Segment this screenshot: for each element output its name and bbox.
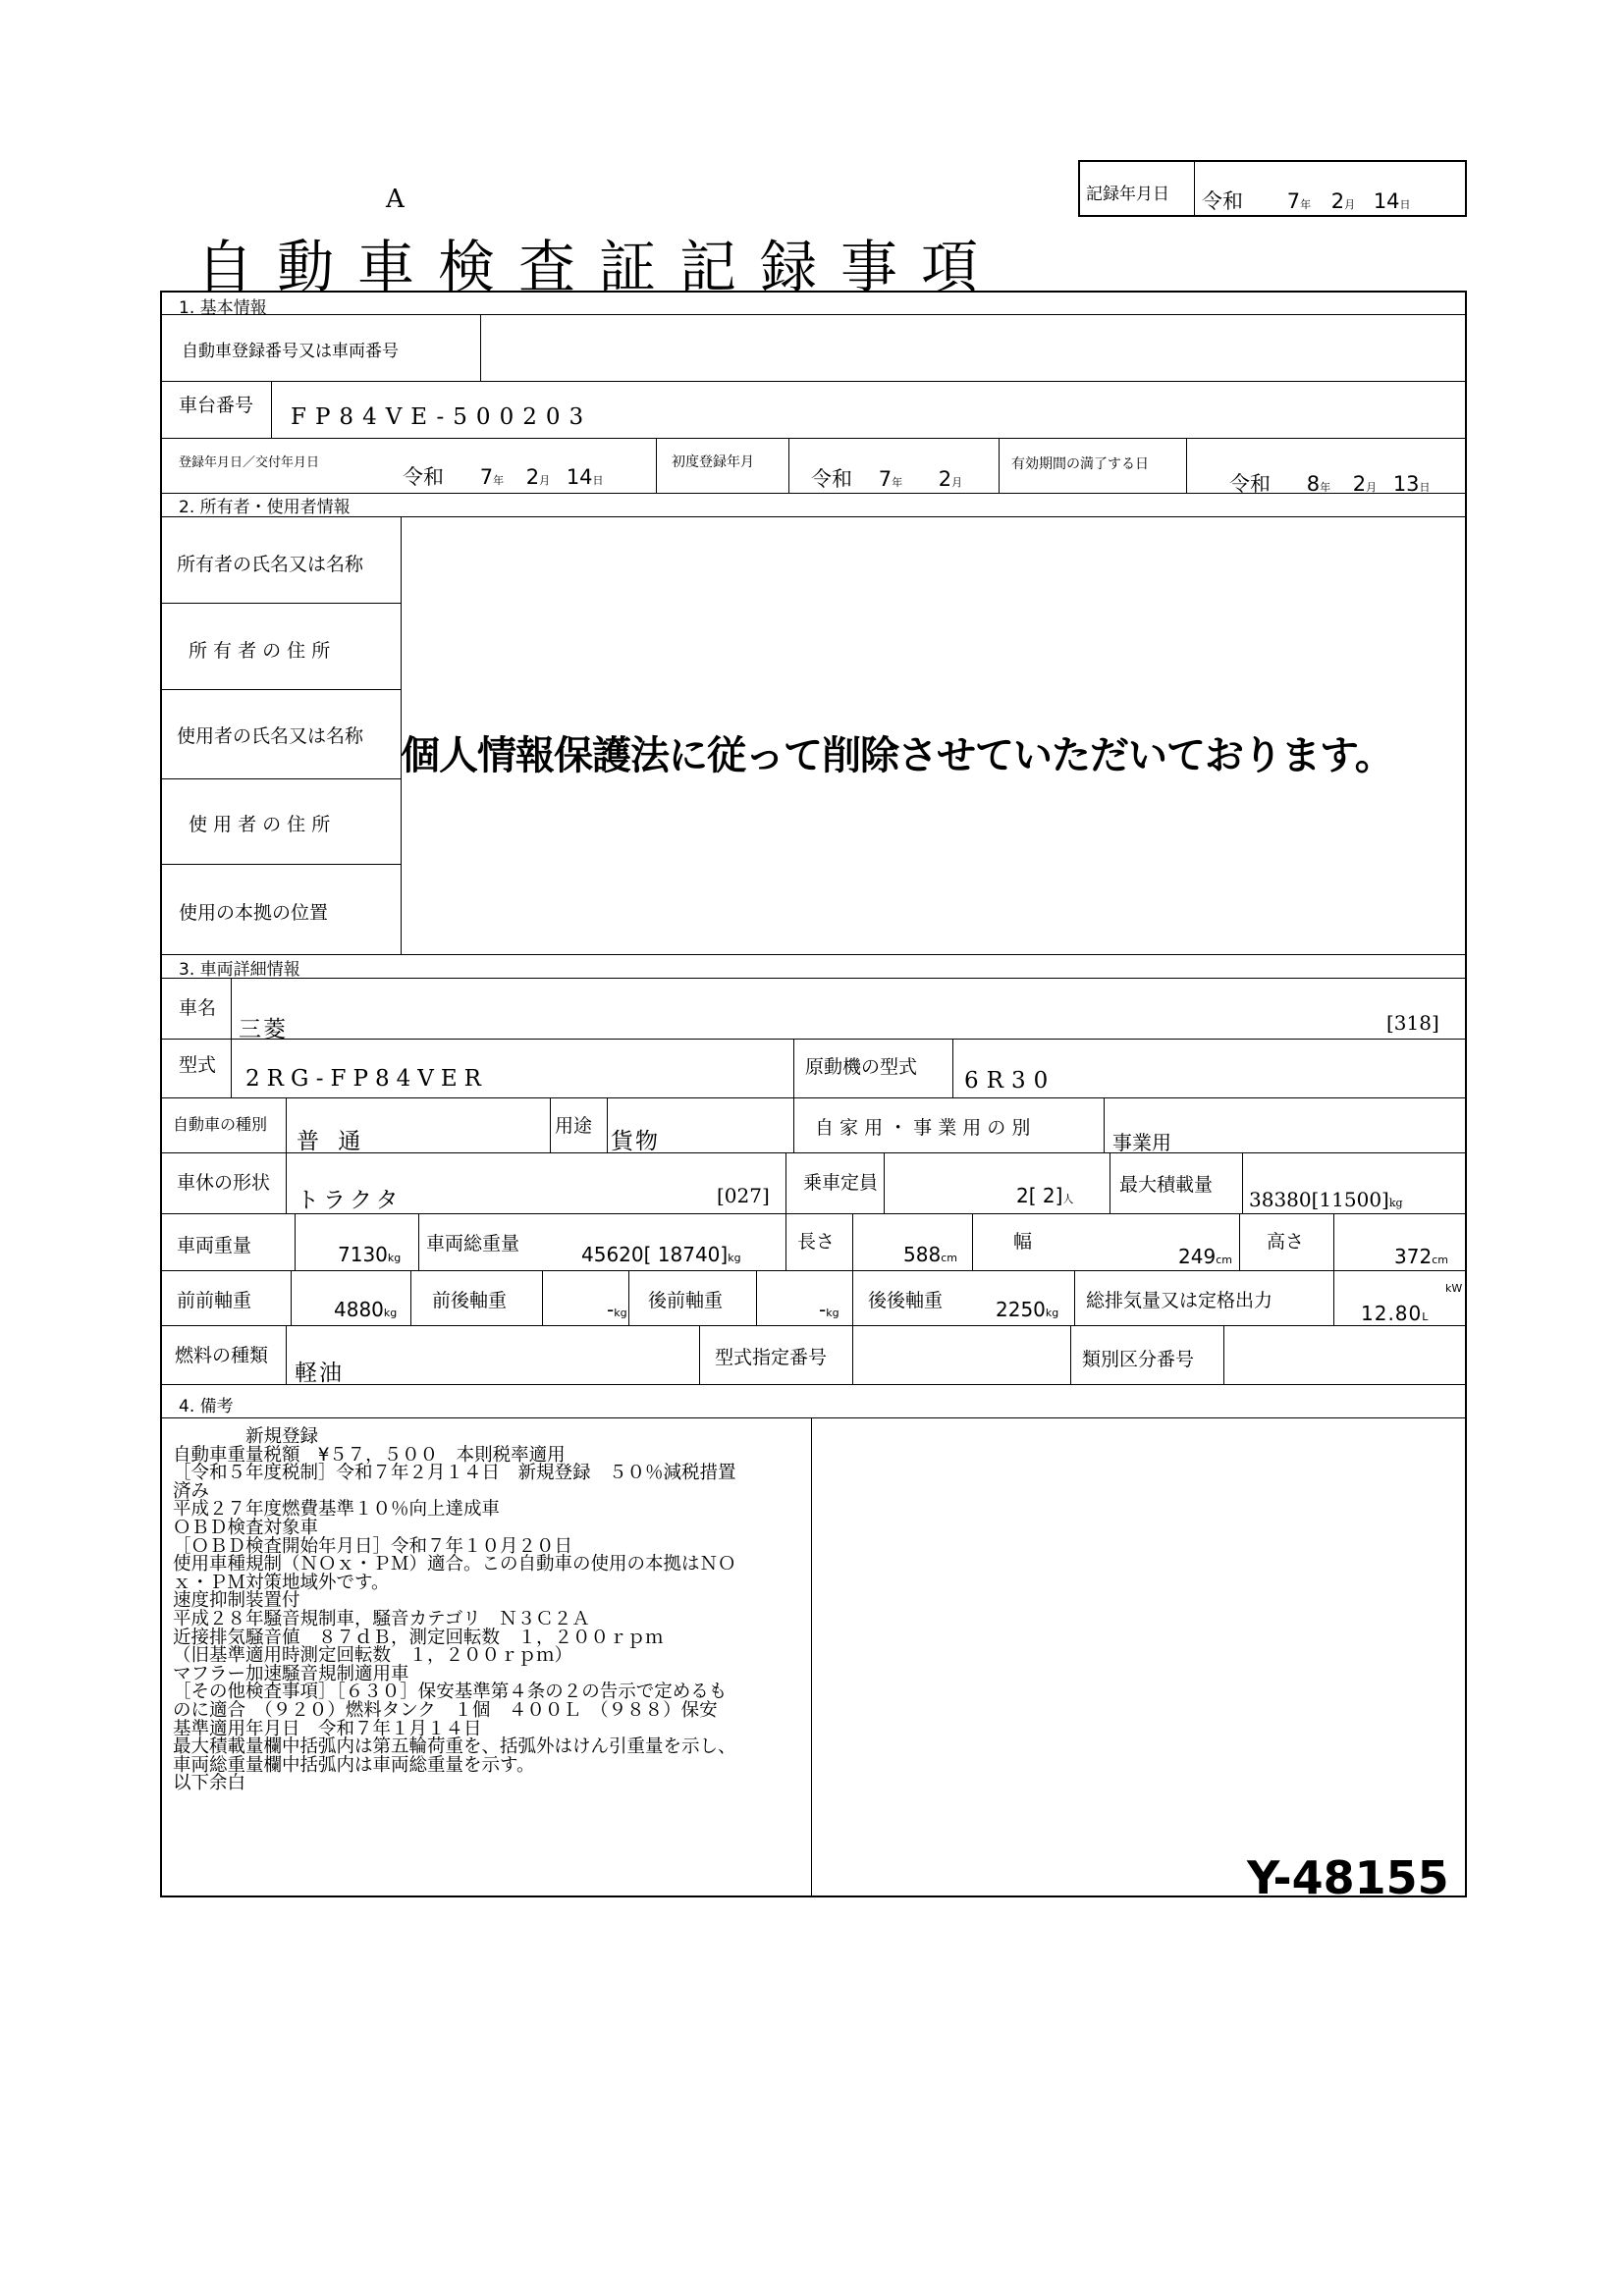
section3-heading: 3. 車両詳細情報 [179,960,300,980]
body-code: [027] [717,1184,770,1207]
user-address-label: 使 用 者 の 住 所 [189,814,331,835]
rr-axle-value: 2250kg [996,1298,1059,1321]
displacement-value: 12.80L [1361,1302,1429,1325]
width-value: 249cm [1178,1245,1232,1268]
kind-value: 普 通 [297,1129,367,1154]
record-date-label: 記録年月日 [1086,185,1169,204]
category-label: 類別区分番号 [1082,1349,1195,1370]
max-load-value: 38380[11500]kg [1249,1188,1403,1211]
make-value: 三菱 [239,1017,288,1042]
ff-axle-value: 4880kg [334,1298,398,1321]
section2-heading: 2. 所有者・使用者情報 [179,498,351,517]
rf-axle-label: 後前軸重 [648,1290,724,1311]
reg-date-label: 登録年月日／交付年月日 [179,455,320,470]
use-value: 貨物 [611,1129,660,1154]
fr-axle-label: 前後軸重 [432,1290,508,1311]
section4-heading: 4. 備考 [179,1397,234,1416]
user-name-label: 使用者の氏名又は名称 [177,725,364,747]
capacity-label: 乗車定員 [803,1172,879,1194]
private-business-value: 事業用 [1112,1131,1171,1154]
chassis-label: 車台番号 [179,395,254,416]
chassis-value: FP84VE-500203 [291,404,593,430]
page-mark: A [386,185,405,214]
capacity-value: 2[ 2]人 [1016,1184,1074,1207]
first-reg-value: 令和 7年 2月 [811,467,963,491]
weight-label: 車両重量 [177,1235,252,1256]
body-value: トラクタ [297,1188,403,1213]
body-label: 車休の形状 [177,1172,271,1194]
height-label: 高さ [1267,1231,1305,1253]
private-business-label: 自 家 用 ・ 事 業 用 の 別 [815,1117,1031,1139]
remarks-text: 新規登録 自動車重量税額 ¥５７，５００ 本則税率適用 ［令和５年度税制］令和７年２月１４日 新規登録 ５０％減税措置 済み 平成２７年度燃費基準１０％向上達成車 ＯＢＤ検査対象車 ［ＯＢＤ検査開始年月日］令和７年１０月２０日 使用車種規制（ＮＯｘ・ＰＭ）適合。この自動車の使用の本拠はＮＯ ｘ・ＰＭ対策地域外です。 速度抑制装置付 平成２８年騒音規制車，騒音カテゴリ Ｎ３Ｃ２Ａ 近接排気騒音値 ８７ｄＢ，測定回転数 １，２００ｒｐｍ （旧基準適用時測定回転数 １，２００ｒｐｍ） マフラー加速騒音規制適用車 ［その他検査事項］［６３０］保安基準第４条の２の告示で定めるも のに適合 （９２０）燃料タンク １個 ４００Ｌ （９８８）保安 基準適用年月日 令和７年１月１４日 最大積載量欄中括弧内は第五輪荷重を、括弧外はけん引重量を示し、 車両総重量欄中括弧内は車両総重量を示す。 以下余白 [173,1426,736,1794]
owner-name-label: 所有者の氏名又は名称 [177,554,364,575]
reg-no-label: 自動車登録番号又は車両番号 [182,342,399,361]
max-load-label: 最大積載量 [1119,1174,1214,1196]
height-value: 372cm [1394,1245,1448,1268]
fr-axle-value: -kg [607,1298,627,1321]
model-value: 2RG-FP84VER [245,1066,488,1092]
use-label: 用途 [555,1115,593,1137]
document-id: Y-48155 [1247,1851,1449,1904]
expiry-label: 有効期間の満了する日 [1011,456,1149,472]
model-label: 型式 [179,1054,217,1076]
expiry-value: 令和 8年 2月 13日 [1229,472,1431,496]
gross-value: 45620[ 18740]kg [581,1243,741,1266]
rr-axle-label: 後後軸重 [868,1290,944,1311]
weight-value: 7130kg [338,1243,402,1266]
fuel-label: 燃料の種類 [175,1345,269,1366]
record-date-box [1078,160,1467,217]
privacy-notice: 個人情報保護法に従って削除させていただいております。 [401,733,1393,778]
page-title: 自動車検査証記録事項 [196,234,1002,300]
ff-axle-label: 前前軸重 [177,1290,252,1311]
gross-label: 車両総重量 [426,1233,520,1255]
engine-value: 6R30 [964,1068,1056,1094]
section1-heading: 1. 基本情報 [179,298,267,318]
displacement-unit-kw: kW [1445,1282,1463,1295]
length-value: 588cm [903,1243,957,1266]
record-date-value: 令和 7年 2月 14日 [1202,189,1411,213]
owner-address-label: 所 有 者 の 住 所 [189,640,331,662]
make-label: 車名 [179,997,217,1019]
base-location-label: 使用の本拠の位置 [179,902,329,924]
kind-label: 自動車の種別 [173,1115,268,1134]
first-reg-label: 初度登録年月 [672,454,754,470]
displacement-label: 総排気量又は定格出力 [1086,1290,1273,1311]
width-label: 幅 [1013,1231,1033,1253]
make-code: [318] [1386,1011,1439,1035]
rf-axle-value: -kg [819,1298,839,1321]
reg-date-value: 令和 7年 2月 14日 [403,465,604,489]
engine-label: 原動機の型式 [805,1056,918,1078]
type-designation-label: 型式指定番号 [715,1347,828,1368]
length-label: 長さ [797,1231,836,1253]
fuel-value: 軽油 [295,1361,344,1386]
